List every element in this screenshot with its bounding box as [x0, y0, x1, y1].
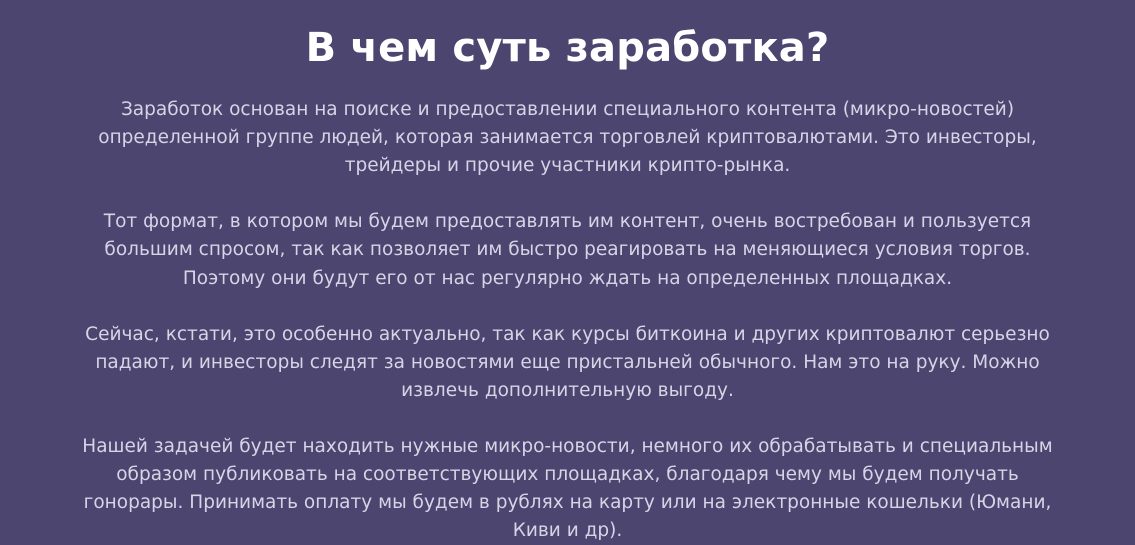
slide-body [65, 96, 1071, 545]
paragraph-4: Нашей задачей будет находить нужные микро-новости, немного их обрабатывать и специальным образом публиковать на соответствующих площадках, благодаря чему мы будем получать гонорары. Принимать оплату мы будем в рублях на карту или на электронные кошельки (Юмани, Киви и др). [82, 435, 1053, 542]
paragraph-3: Сейчас, кстати, это особенно актуально, так как курсы биткоина и других криптовалют серьезно падают, и инвесторы следят за новостями еще пристальней обычного. Нам это на руку. Можно извлечь дополнительную выгоду. [85, 323, 1050, 401]
paragraph-2: Тот формат, в котором мы будем предоставлять им контент, очень востребован и пользуется большим спросом, так как позволяет им быстро реагировать на меняющиеся условия торгов. Поэтому они будут его от нас регулярно ждать на определенных площадках. [103, 211, 1032, 289]
paragraph-1: Заработок основан на поиске и предоставлении специального контента (микро-новостей) определенной группе людей, которая занимается торговлей криптовалютами. Это инвесторы, трейдеры и прочие участники крипто-рынка. [98, 99, 1037, 177]
page-title: В чем суть заработка? [305, 25, 830, 71]
